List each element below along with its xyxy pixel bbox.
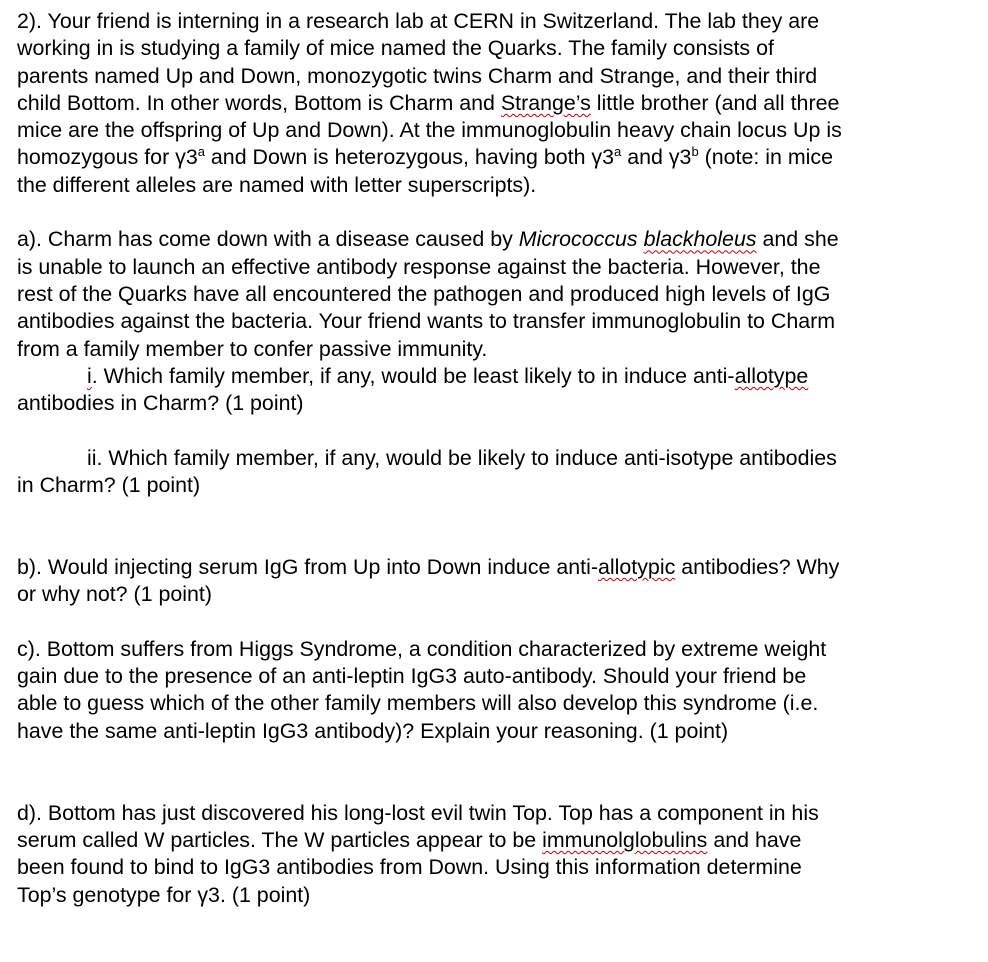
spellcheck-word: i <box>87 363 92 388</box>
text-line: is unable to launch an effective antibody response against the bacteria. However, the <box>17 254 821 279</box>
text-line: rest of the Quarks have all encountered the pathogen and produced high levels of IgG <box>17 281 831 306</box>
spellcheck-word: blackholeus <box>643 227 757 252</box>
text-segment: antibodies? Why <box>675 554 840 579</box>
text-segment: and γ3 <box>621 145 692 170</box>
text-line: the different alleles are named with letter superscripts). <box>17 172 537 197</box>
text-line: gain due to the presence of an anti-leptin IgG3 auto-antibody. Should your friend be <box>17 664 807 689</box>
text-segment: child Bottom. In other words, Bottom is Charm and <box>17 90 501 115</box>
text-line <box>17 554 977 581</box>
question-part-b <box>17 554 977 609</box>
spellcheck-word: immunolglobulins <box>542 827 708 852</box>
allele-superscript: a <box>197 144 205 160</box>
question-part-d <box>17 800 977 909</box>
paragraph-spacer <box>17 745 977 772</box>
text-segment: and Down is heterozygous, having both γ3 <box>204 145 615 170</box>
text-line: from a family member to confer passive immunity. <box>17 336 488 361</box>
text-line <box>17 144 977 171</box>
paragraph-spacer <box>17 527 977 554</box>
text-line: antibodies against the bacteria. Your friend wants to transfer immunoglobulin to Charm <box>17 309 836 334</box>
text-line <box>17 90 977 117</box>
paragraph-spacer <box>17 499 977 526</box>
text-line: Top’s genotype for γ3. (1 point) <box>17 882 311 907</box>
paragraph-spacer <box>17 609 977 636</box>
text-line <box>17 226 977 253</box>
text-line <box>17 827 977 854</box>
text-line: ii. Which family member, if any, would be likely to induce anti-isotype antibodies <box>87 445 837 470</box>
paragraph-spacer <box>17 772 977 799</box>
question-part-a <box>17 226 977 499</box>
spellcheck-word: Strange’s <box>500 90 591 115</box>
text-line: d). Bottom has just discovered his long-lost evil twin Top. Top has a component in his <box>17 800 819 825</box>
text-segment: homozygous for γ3 <box>17 145 198 170</box>
text-line: parents named Up and Down, monozygotic twins Charm and Strange, and their third <box>17 63 818 88</box>
text-line: been found to bind to IgG3 antibodies from Down. Using this information determine <box>17 855 802 880</box>
text-line: have the same anti-leptin IgG3 antibody)? Explain your reasoning. (1 point) <box>17 718 729 743</box>
document-body <box>17 8 977 909</box>
text-line: working in is studying a family of mice named the Quarks. The family consists of <box>17 36 774 61</box>
text-segment: little brother (and all three <box>590 90 840 115</box>
text-segment: a). Charm has come down with a disease caused by <box>17 227 519 252</box>
text-line: mice are the offspring of Up and Down). At the immunoglobulin heavy chain locus Up is <box>17 118 842 143</box>
text-segment: serum called W particles. The W particles appear to be <box>17 827 543 852</box>
text-segment: . Which family member, if any, would be least likely to in induce anti- <box>91 363 735 388</box>
paragraph-spacer <box>17 199 977 226</box>
text-segment: b). Would injecting serum IgG from Up into Down induce anti- <box>17 554 598 579</box>
question-2-intro <box>17 8 977 199</box>
paragraph-spacer <box>17 417 977 444</box>
spellcheck-word: allotypic <box>597 554 676 579</box>
text-line: in Charm? (1 point) <box>17 473 201 498</box>
text-line: c). Bottom suffers from Higgs Syndrome, a condition characterized by extreme weight <box>17 636 827 661</box>
text-line: able to guess which of the other family members will also develop this syndrome (i.e. <box>17 691 819 716</box>
spellcheck-word: allotype <box>734 363 809 388</box>
text-line: antibodies in Charm? (1 point) <box>17 391 304 416</box>
allele-superscript: a <box>614 144 622 160</box>
text-line: 2). Your friend is interning in a research lab at CERN in Switzerland. The lab they are <box>17 9 820 33</box>
text-segment: and she <box>756 227 839 252</box>
question-part-c <box>17 636 977 745</box>
text-line <box>17 363 977 390</box>
text-segment: and have <box>707 827 802 852</box>
species-name: Micrococcus <box>518 227 644 252</box>
text-line: or why not? (1 point) <box>17 582 212 607</box>
allele-superscript: b <box>691 144 699 160</box>
text-segment: (note: in mice <box>698 145 834 170</box>
